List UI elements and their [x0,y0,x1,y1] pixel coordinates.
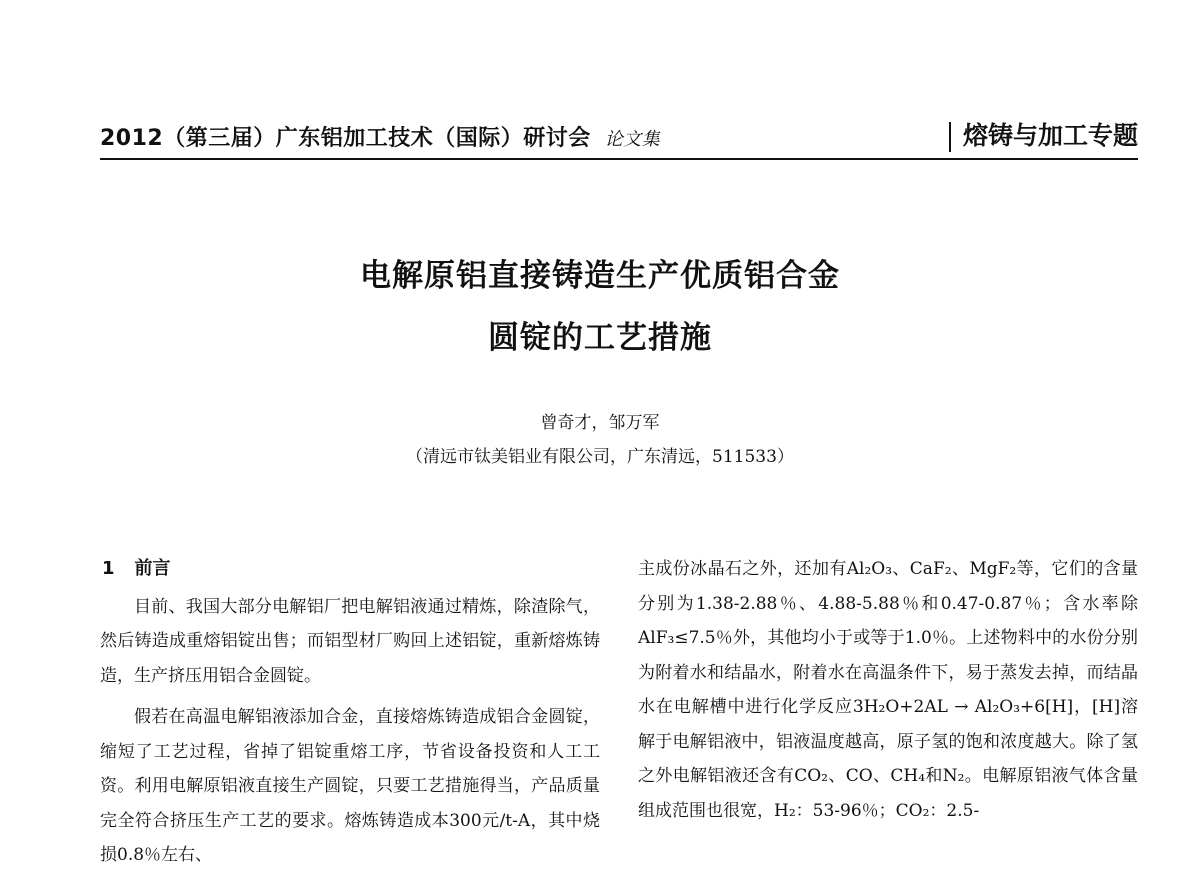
paper-title-line-2: 圆锭的工艺措施 [488,320,712,356]
collection-label: 论文集 [604,129,661,150]
conference-series-title: 2012（第三届）广东铝加工技术（国际）研讨会 [100,126,591,151]
paper-authors: 曾奇才，邹万军 [540,413,660,433]
body-column-left [100,552,600,880]
paper-affiliation: （清远市钛美铝业有限公司，广东清远，511533） [406,447,794,467]
section-label [949,116,1138,152]
section-title: 前言 [134,558,171,579]
section-number: 1 [102,558,115,579]
body-paragraph: 目前、我国大部分电解铝厂把电解铝液通过精炼，除渣除气，然后铸造成重熔铝锭出售；而铝型材厂购回上述铝锭，重新熔炼铸造，生产挤压用铝合金圆锭。 [100,596,600,686]
running-header [100,112,1138,160]
body-column-right [638,552,1138,835]
section-label-text: 熔铸与加工专题 [962,121,1138,150]
body-paragraph: 假若在高温电解铝液添加合金，直接熔炼铸造成铝合金圆锭，缩短了工艺过程，省掉了铝锭重熔工序，节省设备投资和人工工资。利用电解原铝液直接生产圆锭，只要工艺措施得当，产品质量完全符合挤压生产工艺的要求。熔炼铸造成本300元/t-A，其中烧损0.8％左右、 [100,707,600,865]
paper-title-line-1: 电解原铝直接铸造生产优质铝合金 [360,258,840,294]
conference-series [100,121,660,152]
header-divider [949,122,951,152]
body-paragraph-continued: 主成份冰晶石之外，还加有Al₂O₃、CaF₂、MgF₂等，它们的含量分别为1.38-2.88％、4.88-5.88％和0.47-0.87％；含水率除AlF₃≤7.5％外，其他均小于或等于1.0％。上述物料中的水份分别为附着水和结晶水，附着水在高温条件下，易于蒸发去掉，而结晶水在电解槽中进行化学反应3H₂O+2AL → Al₂O₃+6[H]，[H]溶解于电解铝液中，铝液温度越高，原子氢的饱和浓度越大。除了氢之外电解铝液还含有CO₂、CO、CH₄和N₂。电解原铝液气体含量组成范围也很宽，H₂：53-96％；CO₂：2.5- [638,559,1138,821]
section-heading [102,552,600,587]
